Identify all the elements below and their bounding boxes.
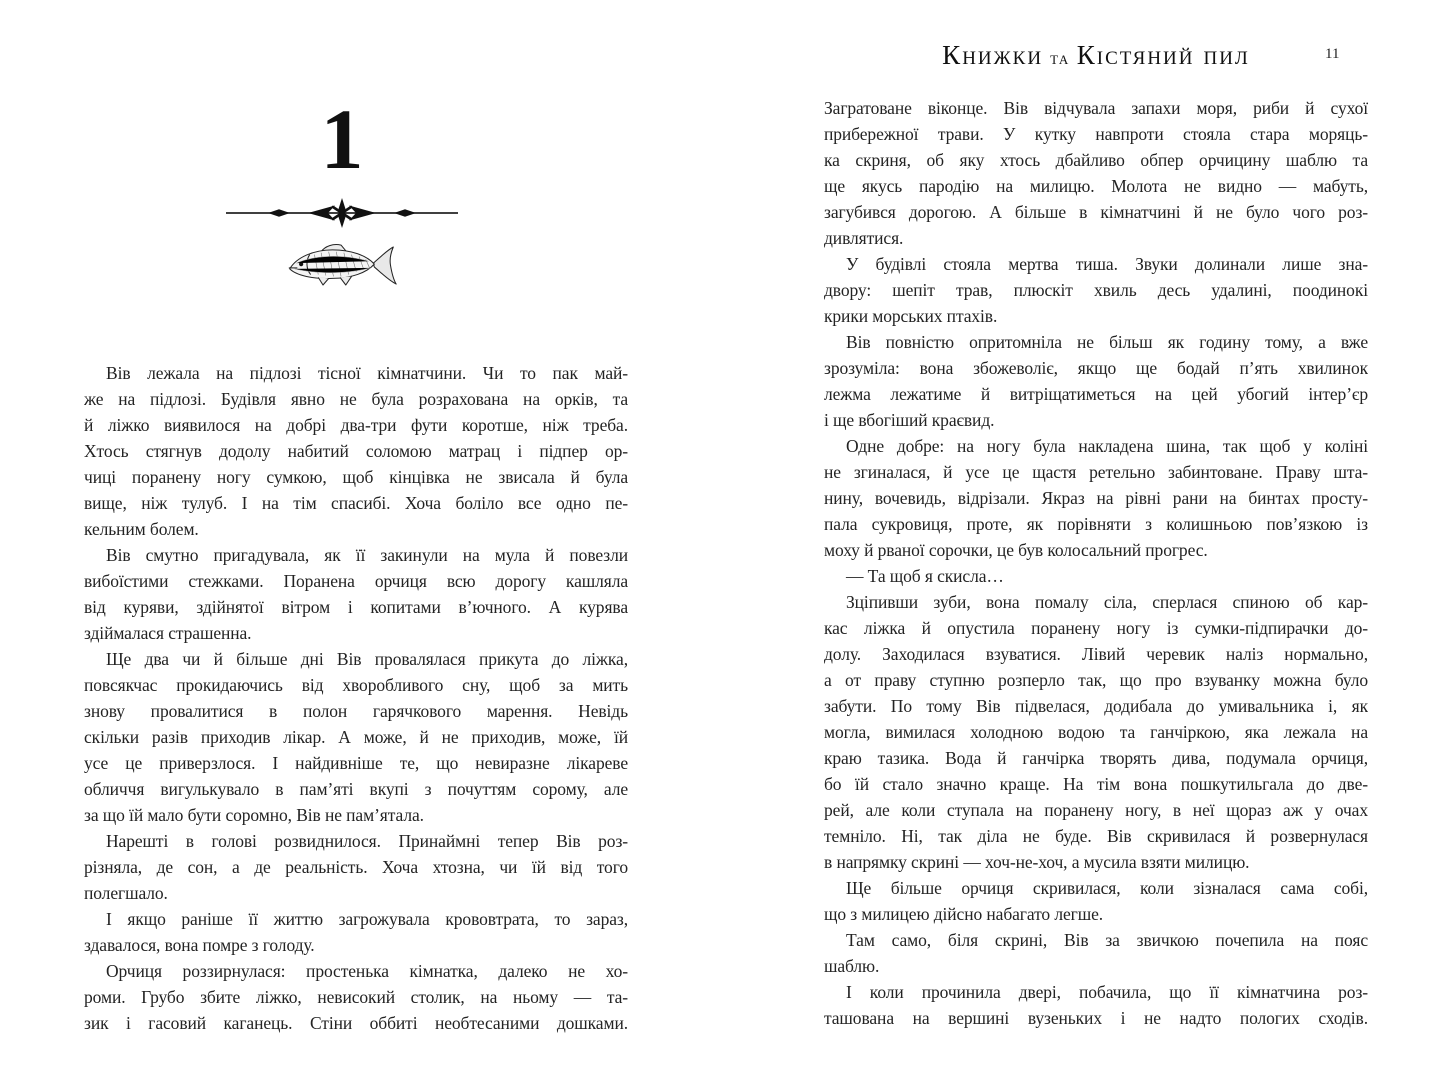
chapter-heading xyxy=(70,0,614,290)
text-line: І коли прочинила двері, побачила, що її кімнатчина роз- xyxy=(846,982,1368,1002)
text-line: за що їй мало бути соромно, Вів не пам’ятала. xyxy=(84,805,424,825)
text-line: і ще вбогіший краєвид. xyxy=(824,410,995,430)
text-line: І якщо раніше її життю загрожувала крововтрата, то зараз, xyxy=(106,909,628,929)
fish-illustration xyxy=(285,242,399,290)
text-line: зрозуміла: вона збожеволіє, якщо ще бодай п’ять хвилинок xyxy=(824,358,1368,378)
text-line: від куряви, здійнятої вітром і копитами в’ючного. А курява xyxy=(84,597,628,617)
text-line: вибоїстими стежками. Поранена орчиця всю дорогу кашляла xyxy=(84,571,628,591)
text-line: полегшало. xyxy=(84,883,168,903)
running-title-word-3: ПИЛ xyxy=(1203,48,1250,69)
text-line: знову провалитися в полон гарячкового марення. Невідь xyxy=(84,701,628,721)
text-line: не згиналася, й усе це щастя ретельно забинтоване. Праву шта- xyxy=(824,462,1368,482)
text-line: а от праву ступню розперло так, що про взуванку можна було xyxy=(824,670,1368,690)
text-line: Зціпивши зуби, вона помалу сіла, сперлася спиною об кар- xyxy=(846,592,1368,612)
text-line: що з милицею дійсно набагато легше. xyxy=(824,904,1104,924)
text-line: вище, ніж тулуб. І на тім спасибі. Хоча боліло все одно пе- xyxy=(84,493,628,513)
page-left xyxy=(84,0,628,1084)
text-line: Нарешті в голові розвиднилося. Принаймні тепер Вів роз- xyxy=(106,831,628,851)
text-line: Вів повністю опритомніла не більш як годину тому, а вже xyxy=(846,332,1368,352)
text-line: краю тазика. Вода й ганчірка творять дива, подумала орчиця, xyxy=(824,748,1368,768)
text-line: бо їй стало значно краще. На тім вона пошкутильгала до две- xyxy=(824,774,1368,794)
text-line: забути. По тому Вів підвелася, додибала до умивальника і, як xyxy=(824,696,1368,716)
running-title-conjunction: ТА xyxy=(1050,52,1070,67)
text-line: шаблю. xyxy=(824,956,880,976)
running-title-initial-1: К xyxy=(942,40,963,70)
text-line: кельним болем. xyxy=(84,519,199,539)
ornamental-divider-icon xyxy=(226,196,458,230)
text-line: й ліжко виявилося на добрі два-три фути коротше, ніж треба. xyxy=(84,415,628,435)
text-line: здіймалася страшенна. xyxy=(84,623,252,643)
text-line: крики морських птахів. xyxy=(824,306,998,326)
text-line: в напрямку скрині — хоч-не-хоч, а мусила взяти милицю. xyxy=(824,852,1250,872)
text-line: могла, вимилася холодною водою та ганчіркою, яка лежала на xyxy=(824,722,1368,742)
text-line: У будівлі стояла мертва тиша. Звуки долинали лише зна- xyxy=(846,254,1368,274)
text-line: кас ліжка й опустила поранену ногу із сумки-підпирачки до- xyxy=(824,618,1368,638)
text-line: обличчя вигулькувало в пам’яті вкупі з почуттям сорому, але xyxy=(84,779,628,799)
text-line: скільки разів приходив лікар. А може, й не приходив, може, їй xyxy=(84,727,628,747)
right-page-text xyxy=(824,95,1368,1031)
text-line: роми. Грубо збите ліжко, невисокий столик, на ньому — та- xyxy=(84,987,628,1007)
text-line: Ще два чи й більше дні Вів провалялася прикута до ліжка, xyxy=(106,649,628,669)
page-right xyxy=(824,0,1368,1084)
text-line: чиці поранену ногу сумкою, щоб кінцівка не звисала й була xyxy=(84,467,628,487)
text-line: темніло. Ні, так діла не буде. Вів скривилася й розвернулася xyxy=(824,826,1368,846)
chapter-number: 1 xyxy=(320,91,364,187)
text-line: зик і гасовий каганець. Стіни оббиті необтесаними дошками. xyxy=(84,1013,628,1033)
text-line: Вів лежала на підлозі тісної кімнатчини. Чи то пак май- xyxy=(106,363,628,383)
text-line: же на підлозі. Будівля явно не була розрахована на орків, та xyxy=(84,389,628,409)
text-line: двору: шепіт трав, плюскіт хвиль десь удалині, поодинокі xyxy=(824,280,1368,300)
text-line: пала сукровиця, проте, як порівняти з колишньою пов’язкою із xyxy=(824,514,1368,534)
text-line: Загратоване віконце. Вів відчувала запахи моря, риби й сухої xyxy=(824,98,1368,118)
text-line: лежма лежатиме й витріщатиметься на цей убогий інтер’єр xyxy=(824,384,1368,404)
text-line: Там само, біля скрині, Вів за звичкою почепила на пояс xyxy=(846,930,1368,950)
running-title-initial-2: К xyxy=(1076,40,1097,70)
text-line: Вів смутно пригадувала, як її закинули на мула й повезли xyxy=(106,545,628,565)
text-line: ще якусь пародію на милицю. Молота не видно — мабуть, xyxy=(824,176,1368,196)
text-line: нину, вочевидь, відрізали. Якраз на рівні рани на бинтах просту- xyxy=(824,488,1368,508)
text-line: Одне добре: на ногу була накладена шина, так щоб у коліні xyxy=(846,436,1368,456)
text-line: дивлятися. xyxy=(824,228,904,248)
text-line: усе це приверзлося. І найдивніше те, що невиразне лікареве xyxy=(84,753,628,773)
text-line: прибережної трави. У кутку навпроти стояла стара моряць- xyxy=(824,124,1368,144)
text-line: здавалося, вона помре з голоду. xyxy=(84,935,315,955)
running-title-word-1: НИЖКИ xyxy=(962,48,1044,69)
text-line: ташована на вершині вузеньких і не надто пологих сходів. xyxy=(824,1008,1368,1028)
text-line: ка скриня, об яку хтось дбайливо обпер орчицину шаблю та xyxy=(824,150,1368,170)
text-line: різняла, де сон, а де реальність. Хоча хтозна, чи їй від того xyxy=(84,857,628,877)
text-line: Ще більше орчиця скривилася, коли зізналася сама собі, xyxy=(846,878,1368,898)
running-title-word-2: ІСТЯНИЙ xyxy=(1096,48,1195,69)
text-line: Орчиця роззирнулася: простенька кімнатка, далеко не хо- xyxy=(106,961,628,981)
text-line: повсякчас прокидаючись від хворобливого сну, щоб за мить xyxy=(84,675,628,695)
text-line: — Та щоб я скисла… xyxy=(846,566,1004,586)
text-line: долу. Заходилася взуватися. Лівий черевик наліз нормально, xyxy=(824,644,1368,664)
left-page-text xyxy=(84,360,628,1036)
text-line: рей, але коли ступала на поранену ногу, в неї щораз аж у очах xyxy=(824,800,1368,820)
page-number: 11 xyxy=(1325,46,1340,62)
text-line: загубився дорогою. А більше в кімнатчині й не було чого роз- xyxy=(824,202,1368,222)
text-line: моху й рваної сорочки, це був колосальний прогрес. xyxy=(824,540,1208,560)
text-line: Хтось стягнув додолу набитий соломою матрац і підпер ор- xyxy=(84,441,628,461)
running-head-title xyxy=(824,40,1368,71)
